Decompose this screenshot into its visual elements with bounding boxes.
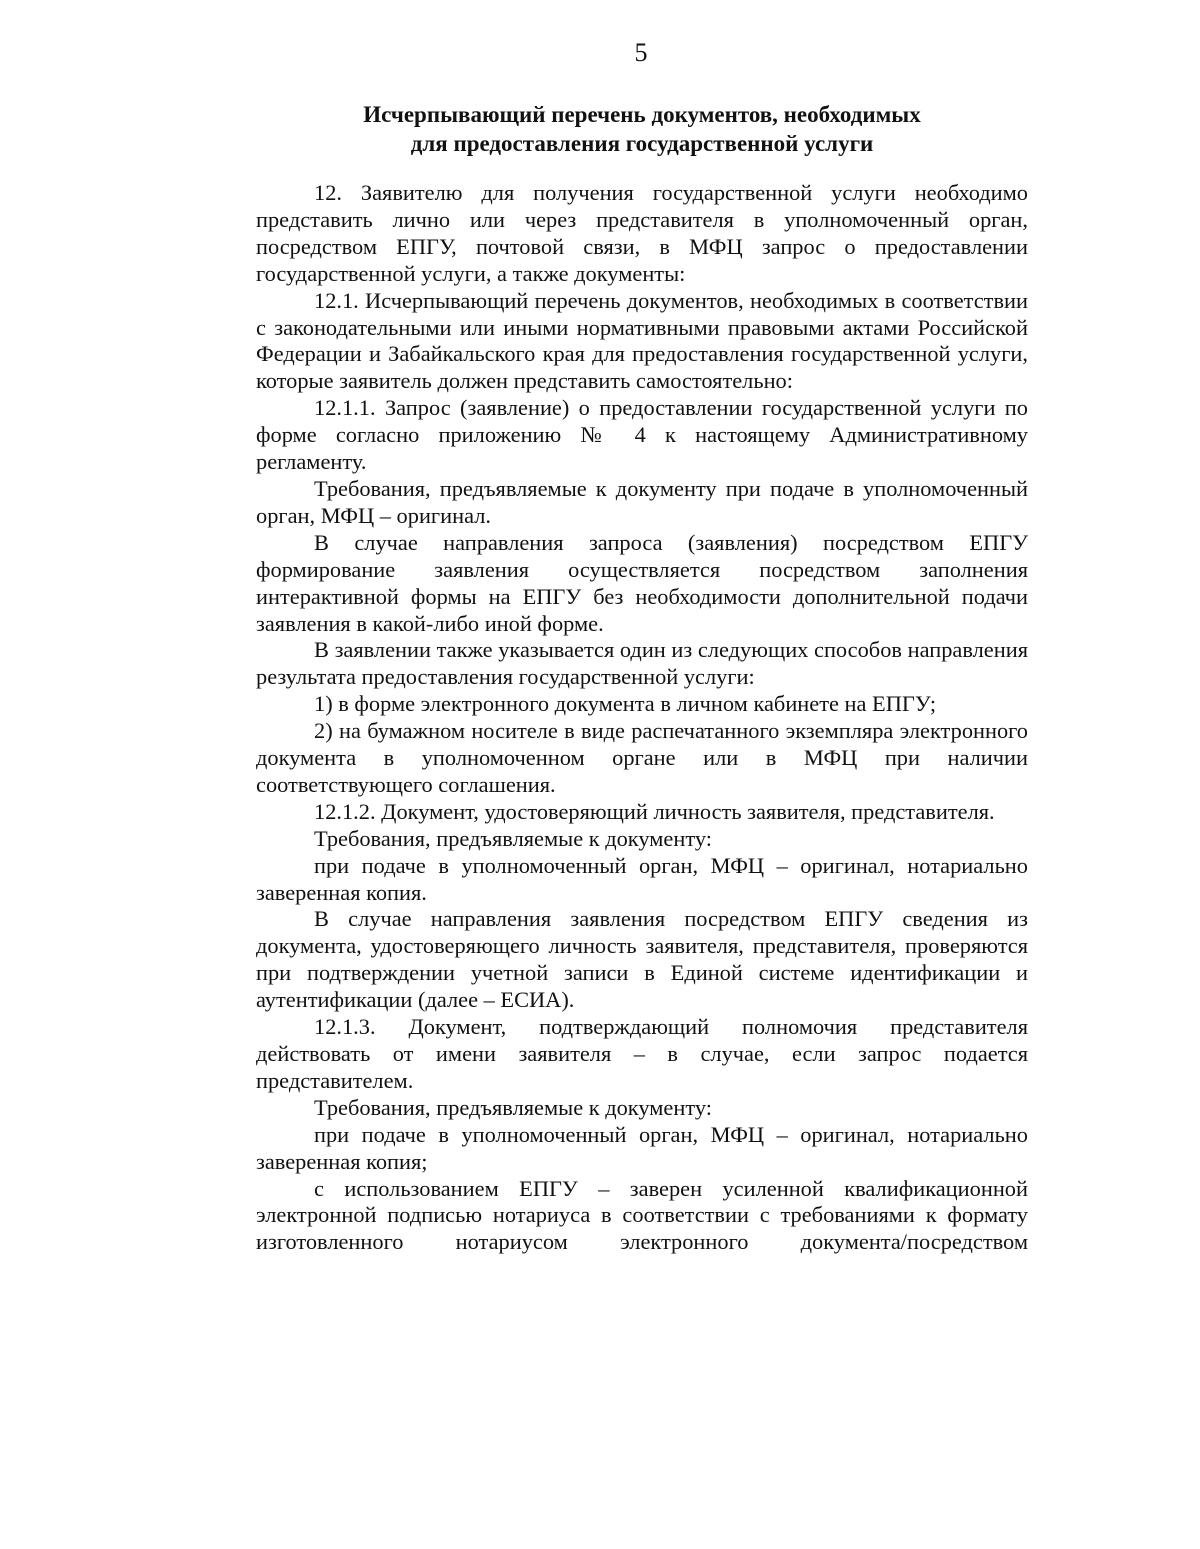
heading-line-2: для предоставления государственной услуги — [410, 131, 874, 156]
paragraph-esia: В случае направления заявления посредством ЕПГУ сведения из документа, удостоверяющего личность заявителя, представителя, проверяются при подтверждении учетной записи в Единой системе идентификации и аутентификации (далее – ЕСИА). — [256, 906, 1028, 1013]
paragraph-requirements-3: Требования, предъявляемые к документу: — [314, 1094, 712, 1120]
paragraph-12-1-1: 12.1.1. Запрос (заявление) о предоставлении государственной услуги по форме согласно приложению № 4 к настоящему Административному регламенту. — [256, 395, 1028, 475]
paragraph-submission-original-1: при подаче в уполномоченный орган, МФЦ – оригинал, нотариально заверенная копия. — [256, 852, 1028, 905]
paragraph-epgu-signature: с использованием ЕПГУ – заверен усиленной квалификационной электронной подписью нотариуса в соответствии с требованиями к формату изготовленного нотариусом электронного документа/посредством — [256, 1175, 1028, 1255]
section-heading — [256, 100, 1028, 158]
paragraph-12: 12. Заявителю для получения государственной услуги необходимо представить лично или через представителя в уполномоченный орган, посредством ЕПГУ, почтовой связи, в МФЦ запрос о предоставлении государственной услуги, а также документы: — [256, 180, 1028, 286]
paragraph-epgu-form: В случае направления запроса (заявления) посредством ЕПГУ формирование заявления осуществляется посредством заполнения интерактивной формы на ЕПГУ без необходимости дополнительной подачи заявления в какой-либо иной форме. — [256, 529, 1028, 636]
paragraph-12-1: 12.1. Исчерпывающий перечень документов, необходимых в соответствии с законодательными или иными нормативными правовыми актами Российской Федерации и Забайкальского края для предоставления государственной услуги, которые заявитель должен представить самостоятельно: — [256, 287, 1028, 394]
paragraph-result-methods: В заявлении также указывается один из следующих способов направления результата предоставления государственной услуги: — [256, 637, 1028, 690]
document-body — [256, 180, 1028, 1256]
paragraph-requirements-2: Требования, предъявляемые к документу: — [314, 825, 712, 851]
page-number: 5 — [634, 38, 648, 67]
list-item-electronic: 1) в форме электронного документа в личном кабинете на ЕПГУ; — [314, 691, 937, 717]
paragraph-12-1-3: 12.1.3. Документ, подтверждающий полномочия представителя действовать от имени заявителя – в случае, если запрос подается представителем. — [256, 1014, 1028, 1093]
paragraph-submission-original-2: при подаче в уполномоченный орган, МФЦ – оригинал, нотариально заверенная копия; — [256, 1121, 1028, 1174]
heading-line-1: Исчерпывающий перечень документов, необходимых — [363, 102, 921, 127]
list-item-paper: 2) на бумажном носителе в виде распечатанного экземпляра электронного документа в уполномоченном органе или в МФЦ при наличии соответствующего соглашения. — [256, 718, 1028, 797]
paragraph-requirements-1: Требования, предъявляемые к документу при подаче в уполномоченный орган, МФЦ – оригинал. — [256, 475, 1028, 528]
paragraph-12-1-2: 12.1.2. Документ, удостоверяющий личность заявителя, представителя. — [314, 798, 995, 824]
